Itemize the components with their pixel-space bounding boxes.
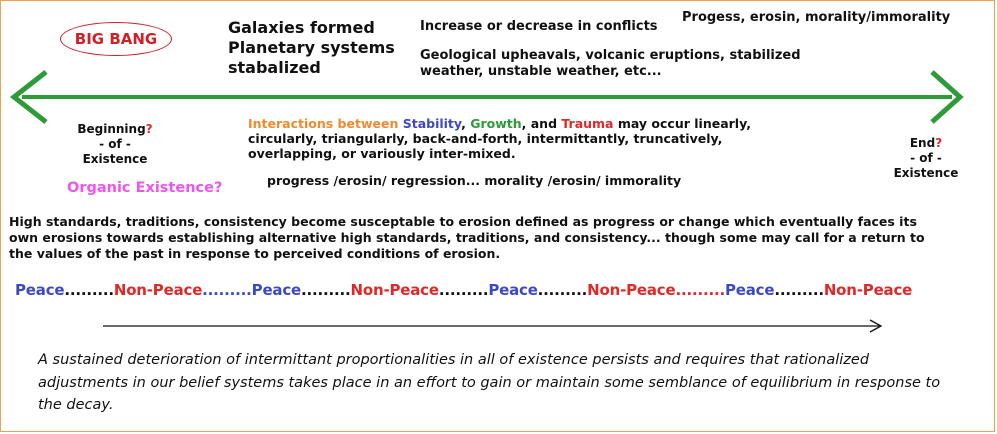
peace-sequence	[15, 281, 912, 299]
interactions-line-2: circularly, triangularly, back-and-forth, intermittantly, truncatively,	[248, 131, 723, 146]
interactions-comma-1: ,	[461, 116, 471, 131]
sequence-dots: .........	[438, 281, 489, 299]
peace-word: Peace	[488, 281, 538, 299]
beginning-word: Beginning	[77, 122, 146, 136]
sustained-line-2: adjustments in our belief systems takes place in an effort to gain or maintain some semblance of equilibrium in response to	[38, 374, 941, 391]
sequence-dots: .........	[774, 281, 824, 299]
interactions-line-3: overlapping, or variously inter-mixed.	[248, 146, 516, 161]
progress-line: progress /erosin/ regression... morality /erosin/ immorality	[267, 173, 682, 188]
big-bang-ellipse	[60, 22, 172, 56]
end-block	[886, 136, 966, 181]
geological-line-2: weather, unstable weather, etc...	[420, 64, 662, 79]
beginning-existence: Existence	[82, 152, 148, 166]
sustained-block	[38, 349, 940, 417]
sustained-line-1: A sustained deterioration of intermittant proportionalities in all of existence persists and requires that rationalized	[38, 352, 870, 368]
trauma-word: Trauma	[561, 116, 614, 131]
galaxies-line-3: stabalized	[228, 58, 321, 77]
high-standards-line-1: High standards, traditions, consistency become susceptable to erosion defined as progress or change which eventually faces its	[9, 214, 917, 229]
beginning-question: ?	[145, 122, 153, 136]
galaxies-line-2: Planetary systems	[228, 38, 395, 57]
peace-word: Peace	[724, 281, 775, 299]
sequence-dots: .........	[537, 281, 588, 299]
interactions-block	[248, 116, 751, 161]
conflicts-text: Increase or decrease in conflicts	[420, 19, 658, 34]
end-question: ?	[935, 136, 943, 150]
peace-word: Peace	[251, 281, 302, 299]
sequence-dots: .........	[64, 281, 114, 299]
end-line-1	[886, 136, 966, 151]
end-word: End	[909, 136, 936, 150]
high-standards-line-3: the values of the past in response to perceived conditions of erosion.	[9, 246, 501, 261]
non-peace-word: Non-Peace	[350, 281, 439, 299]
sequence-dots: .........	[675, 281, 725, 299]
sequence-dots: .........	[301, 281, 351, 299]
peace-word: Peace	[15, 281, 65, 299]
progess-text: Progess, erosin, morality/immorality	[682, 10, 951, 25]
galaxies-line-1: Galaxies formed	[228, 18, 375, 37]
non-peace-word: Non-Peace	[823, 281, 913, 299]
interactions-line-1	[248, 116, 751, 131]
sequence-dots: .........	[202, 281, 252, 299]
beginning-block	[70, 122, 160, 167]
galaxies-block	[228, 18, 395, 78]
non-peace-word: Non-Peace	[113, 281, 203, 299]
geological-block	[420, 48, 801, 80]
growth-word: Growth	[470, 116, 522, 131]
geological-line-1: Geological upheavals, volcanic eruptions, stabilized	[420, 48, 801, 63]
interactions-rest: may occur linearly,	[613, 116, 752, 131]
big-bang-label: BIG BANG	[74, 30, 158, 48]
non-peace-word: Non-Peace	[587, 281, 676, 299]
beginning-of: - of -	[99, 137, 131, 151]
interactions-comma-2: , and	[521, 116, 562, 131]
sustained-line-3: the decay.	[38, 397, 114, 413]
high-standards-line-2: own erosions towards establishing alternative high standards, traditions, and consistency... though some may call for a return to	[9, 230, 925, 245]
end-existence: Existence	[893, 166, 959, 180]
high-standards-block	[9, 214, 925, 262]
stability-word: Stability	[402, 116, 462, 131]
interactions-intro: Interactions between	[248, 116, 403, 131]
beginning-line-1	[70, 122, 160, 137]
organic-existence: Organic Existence?	[67, 180, 223, 196]
end-of: - of -	[910, 151, 942, 165]
